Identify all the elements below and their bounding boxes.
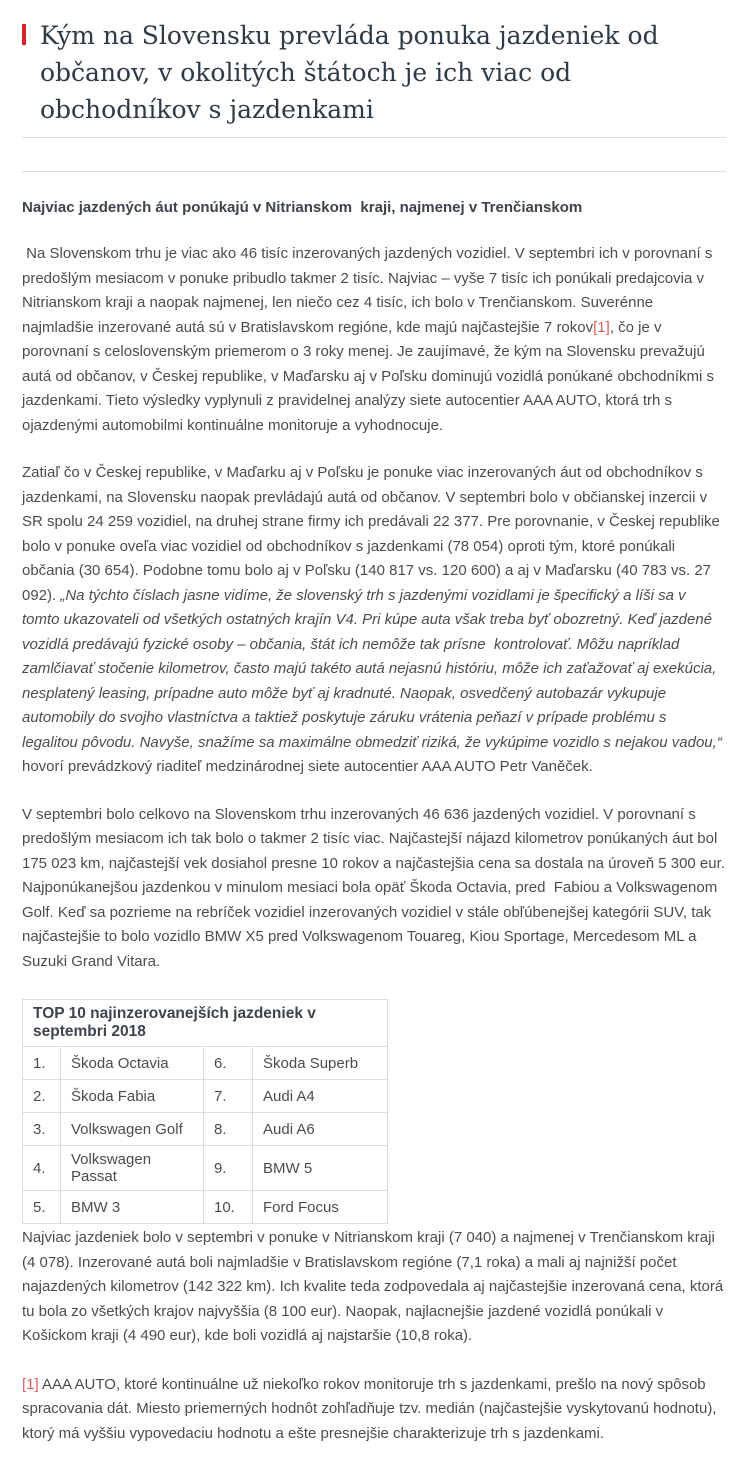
model-cell: BMW 5 [253,1146,388,1191]
paragraph-comparison [22,461,726,780]
table-title: TOP 10 najinzerovanejších jazdeniek v septembri 2018 [23,1000,388,1047]
table-header-row [23,1000,388,1047]
rank-cell: 3. [23,1113,61,1146]
divider-bottom [22,171,726,172]
footnote [22,1373,726,1447]
rank-cell: 5. [23,1191,61,1224]
page-title-text: Kým na Slovensku prevláda ponuka jazdeniek od občanov, v okolitých štátoch je ich viac od obchodníkov s jazdenkami [40,21,659,124]
paragraph-intro-text: Na Slovenskom trhu je viac ako 46 tisíc inzerovaných jazdených vozidiel. V septembri ich v porovnaní s predošlým mesiacom v ponuke pribudlo takmer 2 tisíc. Najviac – vyše 7 tisíc ich ponúkali predajcovia v Nitrianskom kraji a naopak najmenej, len niečo cez 4 tisíc, ich bolo v Trenčianskom. Suverénne najmladšie inzerované autá sú v Bratislavskom regióne, kde majú najčastejšie 7 rokov [22,245,713,336]
model-cell: BMW 3 [61,1191,204,1224]
rank-cell: 10. [204,1191,253,1224]
model-cell: Volkswagen Passat [61,1146,204,1191]
table-row [23,1080,388,1113]
paragraph-comparison-text: Zatiaľ čo v Českej republike, v Maďarku aj v Poľsku je ponuke viac inzerovaných áut od obchodníkov s jazdenkami, na Slovensku naopak prevládajú autá od občanov. V septembri bolo v občianskej inzercii v SR spolu 24 259 vozidiel, na druhej strane firmy ich predávali 22 377. Pre porovnanie, v Českej republike bolo v ponuke oveľa viac vozidiel od obchodníkov s jazdenkami (78 054) oproti tým, ktoré ponúkali občania (30 654). Podobne tomu bolo aj v Poľsku (140 817 vs. 120 600) a aj v Maďarsku (40 783 vs. 27 092). [22,464,720,604]
paragraph-statistics: V septembri bolo celkovo na Slovenskom trhu inzerovaných 46 636 jazdených vozidiel. V porovnaní s predošlým mesiacom ich tak bolo o takmer 2 tisíc viac. Najčastejší nájazd kilometrov ponúkaných áut bol 175 023 km, najčastejší vek dosiahol presne 10 rokov a najčastejšia cena sa dostala na úroveň 5 300 eur. Najponúkanejšou jazdenkou v minulom mesiaci bola opäť Škoda Octavia, pred Fabiou a Volkswagenom Golf. Keď sa pozrieme na rebríček vozidiel inzerovaných vozidiel v stále obľúbenejšej kategórii SUV, tak najčastejšie to bolo vozidlo BMW X5 pred Volkswagenom Touareg, Kiou Sportage, Mercedesom ML a Suzuki Grand Vitara. [22,805,725,970]
footnote-ref-anchor[interactable]: [1] [22,1375,39,1393]
table-row [23,1113,388,1146]
quote-text: „Na týchto číslach jasne vidíme, že slovenský trh s jazdenými vozidlami je špecifický a líši sa v tomto ukazovateli od všetkých ostatných krajín V4. Pri kúpe auta však treba byť obozretný. Keď jazdené vozidlá predávajú fyzické osoby – občania, štát ich nemôže tak prísne kontrolovať. Môžu napríklad zamlčiavať stočenie kilometrov, často majú takéto autá nejasnú históriu, môže ich zaťažovať aj exekúcia, nesplatený leasing, prípadne auto môže byť aj kradnuté. Naopak, osvedčený autobazár vykupuje automobily do svojho vlastníctva a taktiež poskytuje záruku vrátenia peňazí v prípade problému s legalitou pôvodu. Navyše, snažíme sa maximálne obmedziť riziká, že vykúpime vozidlo s nejakou vadou,“ [22,586,722,751]
paragraph-intro [22,242,726,438]
table-row [23,1146,388,1191]
top10-table [22,999,388,1224]
quote-attribution: hovorí prevádzkový riaditeľ medzinárodnej siete autocentier AAA AUTO Petr Vaněček. [22,758,593,775]
divider-top [22,137,726,138]
rank-cell: 4. [23,1146,61,1191]
rank-cell: 2. [23,1080,61,1113]
table-row [23,1191,388,1224]
table-row [23,1047,388,1080]
article-subheading: Najviac jazdených áut ponúkajú v Nitrianskom kraji, najmenej v Trenčianskom [22,199,583,216]
rank-cell: 6. [204,1047,253,1080]
paragraph-regions: Najviac jazdeniek bolo v septembri v ponuke v Nitrianskom kraji (7 040) a najmenej v Trenčianskom kraji (4 078). Inzerované autá boli najmladšie v Bratislavskom regióne (7,1 roka) a mali aj najnižší počet najazdených kilometrov (142 322 km). Ich kvalite teda zodpovedala aj najčastejšie inzerovaná cena, ktorá tu bola zo všetkých krajov najvyššia (8 100 eur). Naopak, najlacnejšie jazdené vozidlá ponúkali v Košickom kraji (4 490 eur), kde boli vozidlá aj najstaršie (10,8 roka). [22,1229,724,1344]
model-cell: Škoda Fabia [61,1080,204,1113]
model-cell: Škoda Octavia [61,1047,204,1080]
rank-cell: 7. [204,1080,253,1113]
model-cell: Volkswagen Golf [61,1113,204,1146]
model-cell: Ford Focus [253,1191,388,1224]
model-cell: Audi A6 [253,1113,388,1146]
footnote-ref-link[interactable]: [1] [593,318,610,336]
rank-cell: 8. [204,1113,253,1146]
title-accent-bar [22,24,26,45]
model-cell: Audi A4 [253,1080,388,1113]
paragraph-intro-text-cont: , čo je v porovnaní s celoslovenským priemerom o 3 roky menej. Je zaujímavé, že kým na Slovensku prevažujú autá od občanov, v Českej republike, v Maďarsku aj v Poľsku dominujú vozidlá ponúkané obchodníkmi s jazdenkami. Tieto výsledky vyplynuli z pravidelnej analýzy siete autocentier AAA AUTO, ktorá trh s ojazdenými automobilmi kontinuálne monitoruje a vyhodnocuje. [22,318,715,434]
page-title [22,17,726,128]
rank-cell: 9. [204,1146,253,1191]
rank-cell: 1. [23,1047,61,1080]
footnote-text: AAA AUTO, ktoré kontinuálne už niekoľko rokov monitoruje trh s jazdenkami, prešlo na nový spôsob spracovania dát. Miesto priemerných hodnôt zohľadňuje tzv. medián (najčastejšie vyskytovanú hodnotu), ktorý má vyššiu vypovedaciu hodnotu a ešte presnejšie charakterizuje trh s jazdenkami. [22,1375,717,1442]
model-cell: Škoda Superb [253,1047,388,1080]
